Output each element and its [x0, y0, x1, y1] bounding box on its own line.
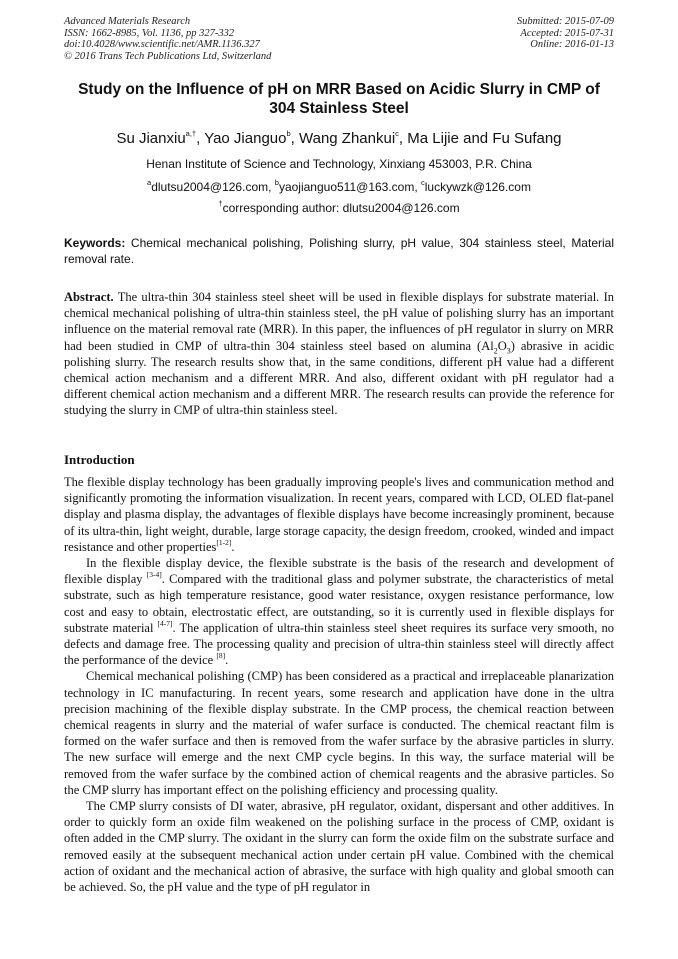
corresponding-marker: †	[218, 199, 223, 208]
paragraph-text: The flexible display technology has been gradually improving people's lives and communication method and significantly promoting the information visualization. In recent years, compared with LCD, OLED flat-panel display and plasma display, the advantages of flexible displays have become increasingly prominent, because of its ultra-thin, light weight, durable, large storage capacity, the design freedom, crooked, winded and impact resistance and other properties	[64, 475, 614, 554]
author-2-marker: b	[286, 129, 291, 138]
introduction-heading: Introduction	[64, 452, 135, 467]
email-c: luckywzk@126.com	[424, 180, 531, 194]
author-separator: ,	[398, 130, 408, 147]
title-line-1: Study on the Influence of pH on MRR Based on Acidic Slurry in CMP of	[78, 81, 600, 98]
author-list	[64, 130, 614, 148]
author-4-5: Ma Lijie and Fu Sufang	[407, 130, 562, 147]
author-1-marker: a,†	[185, 129, 197, 138]
formula-o: O	[497, 338, 507, 353]
intro-paragraph-3: Chemical mechanical polishing (CMP) has been considered as a practical and irreplaceable planarization technology in IC manufacturing. In recent years, some research and application have done in the ultra precision machining of the flexible display substrate. In the CMP process, the chemical reaction between chemical reagents in slurry and the material of wafer surface is conducted. The chemical reactant film is formed on the wafer surface and then is removed from the wafer surface by the abrasive particles in slurry. The new surface will emerge and the next CMP cycle begins. In this way, the surface material will be removed from the wafer surface by the combined action of chemical reagents and the abrasive particles. So the CMP slurry has important effect on the polishing efficiency and processing quality.	[64, 669, 614, 797]
corresponding-email: corresponding author: dlutsu2004@126.com	[222, 201, 460, 215]
keywords-text: Chemical mechanical polishing, Polishing slurry, pH value, 304 stainless steel, Material removal rate.	[64, 236, 614, 266]
author-separator: ,	[196, 130, 205, 147]
accepted-date: Accepted: 2015-07-31	[520, 27, 614, 39]
citation: [4-7]	[157, 618, 173, 628]
paragraph-text: .	[225, 653, 229, 668]
author-2: Yao Jianguo	[204, 130, 287, 147]
doi-line: doi:10.4028/www.scientific.net/AMR.1136.327	[64, 39, 260, 50]
email-marker-a: a	[147, 178, 152, 187]
abstract-text-2: ) abrasive in acidic polishing slurry. The research results show that, in the same conditions, different pH value had a different chemical action mechanism and a different MRR. And also, different oxidant with pH regulator had a different chemical action mechanism and a different MRR. The research results can provide the reference for studying the slurry in CMP of ultra-thin stainless steel.	[64, 338, 614, 418]
abstract-label: Abstract.	[64, 290, 114, 304]
author-emails	[64, 180, 614, 194]
introduction-body	[64, 474, 614, 895]
submitted-date: Submitted: 2015-07-09	[516, 16, 614, 27]
citation: [8]	[216, 651, 226, 661]
copyright-line: © 2016 Trans Tech Publications Ltd, Switzerland	[64, 50, 272, 62]
paragraph-text: In the flexible display device, the flexible substrate is the basis of the research and development of flexible display	[64, 556, 614, 587]
abstract-text-1: The ultra-thin 304 stainless steel sheet will be used in flexible displays for substrate material. In chemical mechanical polishing of ultra-thin stainless steel, the pH value of polishing slurry has an important influence on the material removal rate (MRR). In this paper, the influences of pH regulator in slurry on MRR had been studied in CMP of ultra-thin 304 stainless steel based on alumina (Al	[64, 290, 614, 353]
author-1: Su Jianxiu	[116, 130, 186, 147]
email-b: yaojianguo511@163.com,	[278, 180, 422, 194]
paragraph-text: . Compared with the traditional glass and polymer substrate, the characteristics of metal substrate, such as high temperature resistance, good water resistance, oxygen resistance performance, low cost and easy to obtain, electrostatic effect, are outstanding, so it is currently used in flexible displays for substrate material	[64, 572, 614, 635]
issn-line: ISSN: 1662-8985, Vol. 1136, pp 327-332	[64, 27, 235, 39]
header-left	[64, 16, 271, 62]
intro-paragraph-1	[64, 474, 614, 555]
author-3: Wang Zhankui	[299, 130, 396, 147]
journal-name: Advanced Materials Research	[64, 16, 191, 27]
email-marker-b: b	[274, 178, 279, 187]
author-separator: ,	[290, 130, 299, 147]
citation: [3-4]	[146, 570, 162, 580]
formula-sub-3: 3	[506, 346, 511, 356]
citation: [1-2]	[216, 537, 232, 547]
author-3-marker: c	[395, 129, 399, 138]
formula-sub-2: 2	[493, 346, 498, 356]
keywords-section	[64, 236, 614, 267]
affiliation: Henan Institute of Science and Technology, Xinxiang 453003, P.R. China	[146, 157, 532, 171]
keywords-label: Keywords:	[64, 236, 126, 250]
email-marker-c: c	[421, 178, 425, 187]
intro-paragraph-2	[64, 555, 614, 668]
email-a: dlutsu2004@126.com,	[151, 180, 275, 194]
online-date: Online: 2016-01-13	[530, 39, 614, 50]
title-line-2: 304 Stainless Steel	[269, 100, 409, 117]
paragraph-text: . The application of ultra-thin stainless steel sheet requires its surface very smooth, no defects and damage free. The processing quality and precision of ultra-thin stainless steel will directly affect the performance of the device	[64, 620, 614, 668]
intro-paragraph-4: The CMP slurry consists of DI water, abrasive, pH regulator, oxidant, dispersant and other additives. In order to quickly form an oxide film weakened on the polishing surface in the process of CMP, oxidant is often added in the CMP slurry. The oxidant in the slurry can form the oxide film on the substrate surface and removed easily at the subsequent mechanical action under certain pH value. Combined with the chemical action of oxidant and the mechanical action of abrasive, the surface with high quality and global smooth can be achieved. So, the pH value and the type of pH regulator in	[64, 799, 614, 895]
abstract-section	[64, 289, 614, 419]
corresponding-author	[64, 201, 614, 215]
header-right	[517, 16, 614, 51]
paper-title	[64, 80, 614, 118]
paragraph-text: .	[231, 539, 235, 554]
